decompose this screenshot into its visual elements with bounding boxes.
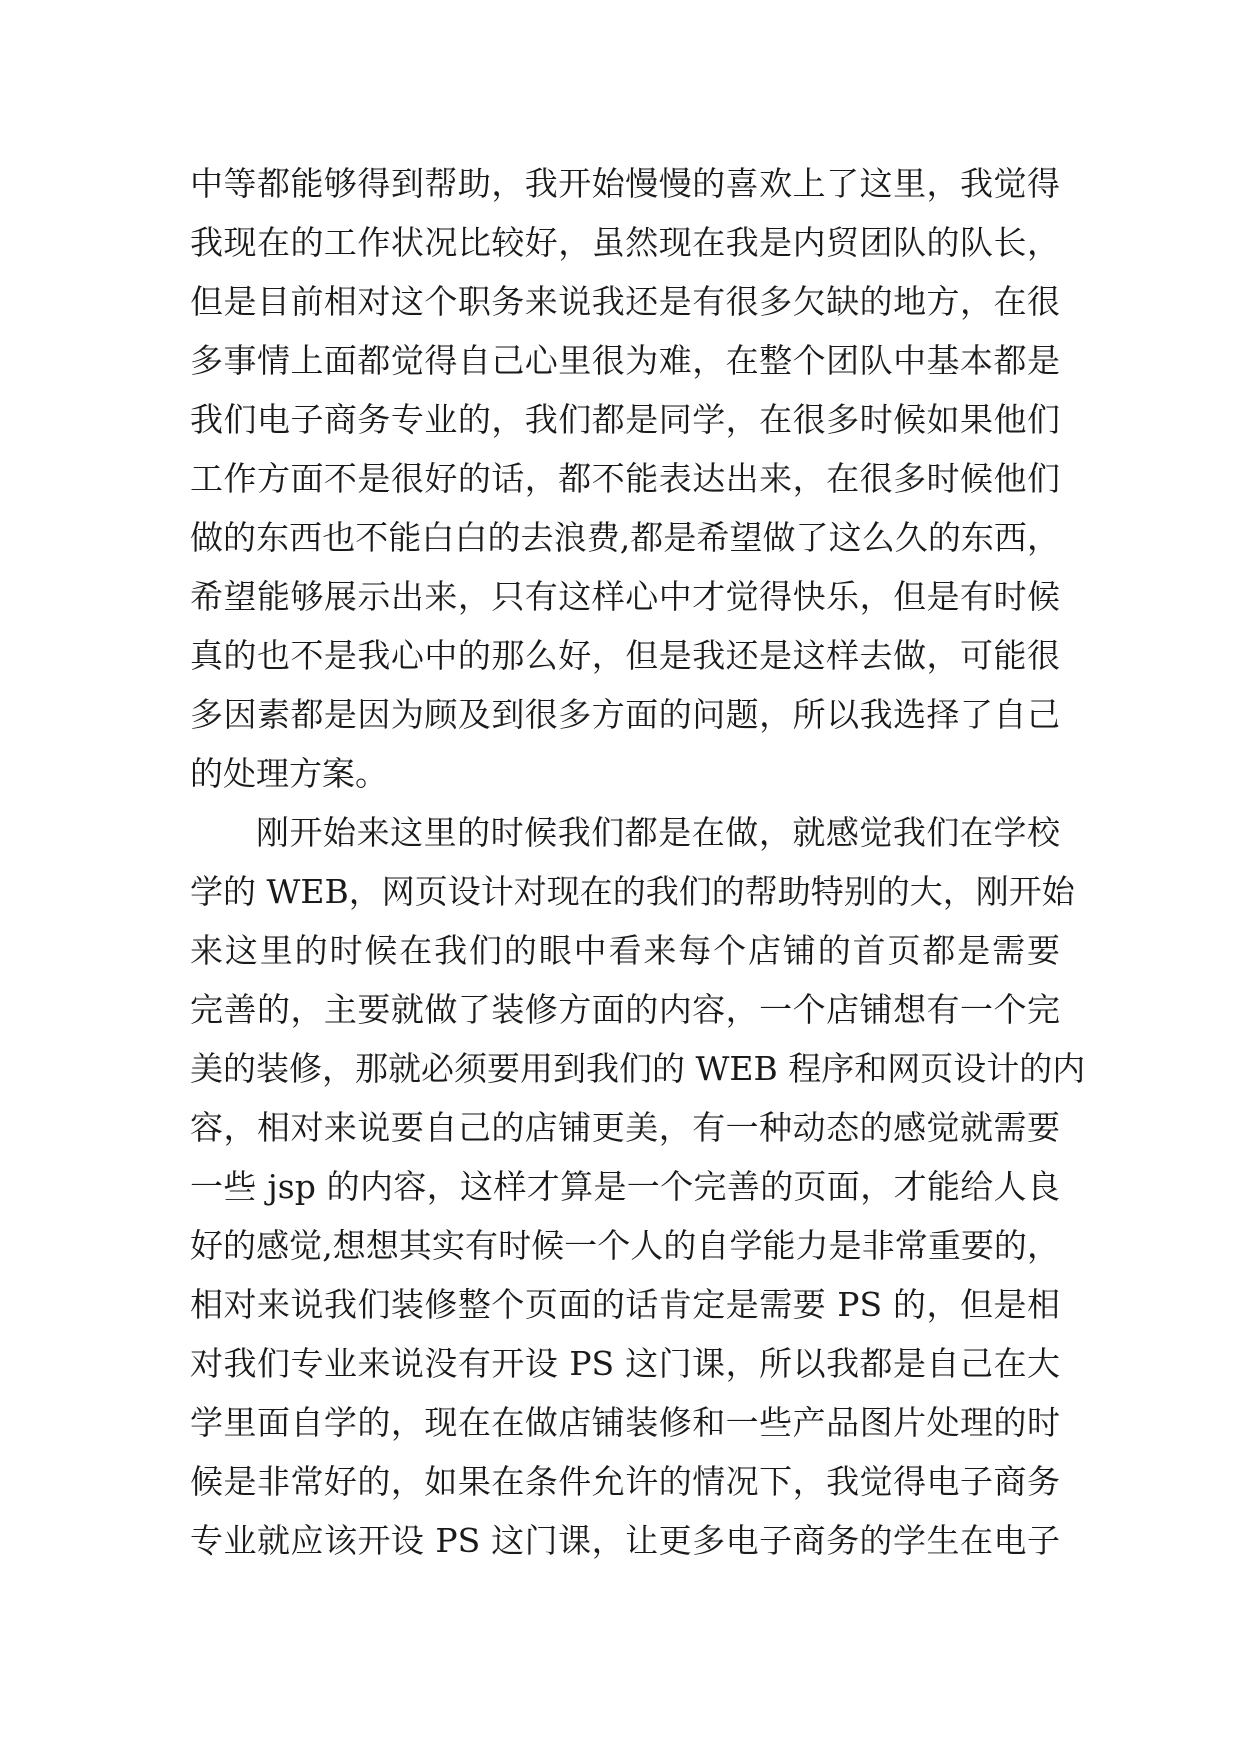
text-line: 多事情上面都觉得自己心里很为难，在整个团队中基本都是: [190, 341, 1060, 380]
paragraph-end-line: 的处理方案。: [190, 754, 388, 793]
text-line: 工作方面不是很好的话，都不能表达出来，在很多时候他们: [190, 459, 1060, 498]
text-line: 完善的，主要就做了装修方面的内容，一个店铺想有一个完: [190, 990, 1060, 1029]
text-line: 专业就应该开设 PS 这门课，让更多电子商务的学生在电子: [190, 1521, 1060, 1560]
text-line: 希望能够展示出来，只有这样心中才觉得快乐，但是有时候: [190, 577, 1060, 616]
text-line: 我现在的工作状况比较好，虽然现在我是内贸团队的队长，: [190, 223, 1060, 262]
text-line: 好的感觉,想想其实有时候一个人的自学能力是非常重要的，: [190, 1226, 1060, 1265]
text-line: 候是非常好的，如果在条件允许的情况下，我觉得电子商务: [190, 1462, 1060, 1501]
text-line: 学的 WEB，网页设计对现在的我们的帮助特别的大，刚开始: [190, 872, 1075, 911]
text-line: 真的也不是我心中的那么好，但是我还是这样去做，可能很: [190, 636, 1060, 675]
text-line: 对我们专业来说没有开设 PS 这门课，所以我都是自己在大: [190, 1344, 1060, 1383]
body-text: [190, 154, 1086, 1570]
text-line: 相对来说我们装修整个页面的话肯定是需要 PS 的，但是相: [190, 1285, 1060, 1324]
text-line: 美的装修，那就必须要用到我们的 WEB 程序和网页设计的内: [190, 1049, 1086, 1088]
paragraph-start-line: 刚开始来这里的时候我们都是在做，就感觉我们在学校: [256, 813, 1060, 852]
text-line: 多因素都是因为顾及到很多方面的问题，所以我选择了自己: [190, 695, 1060, 734]
text-line: 我们电子商务专业的，我们都是同学，在很多时候如果他们: [190, 400, 1060, 439]
text-line: 中等都能够得到帮助，我开始慢慢的喜欢上了这里，我觉得: [190, 164, 1060, 203]
text-line: 学里面自学的，现在在做店铺装修和一些产品图片处理的时: [190, 1403, 1060, 1442]
text-line: 但是目前相对这个职务来说我还是有很多欠缺的地方，在很: [190, 282, 1060, 321]
text-line: 做的东西也不能白白的去浪费,都是希望做了这么久的东西，: [190, 518, 1060, 557]
text-line: 一些 jsp 的内容，这样才算是一个完善的页面，才能给人良: [190, 1167, 1060, 1206]
text-line: 来这里的时候在我们的眼中看来每个店铺的首页都是需要: [190, 931, 1060, 970]
text-line: 容，相对来说要自己的店铺更美，有一种动态的感觉就需要: [190, 1108, 1060, 1147]
